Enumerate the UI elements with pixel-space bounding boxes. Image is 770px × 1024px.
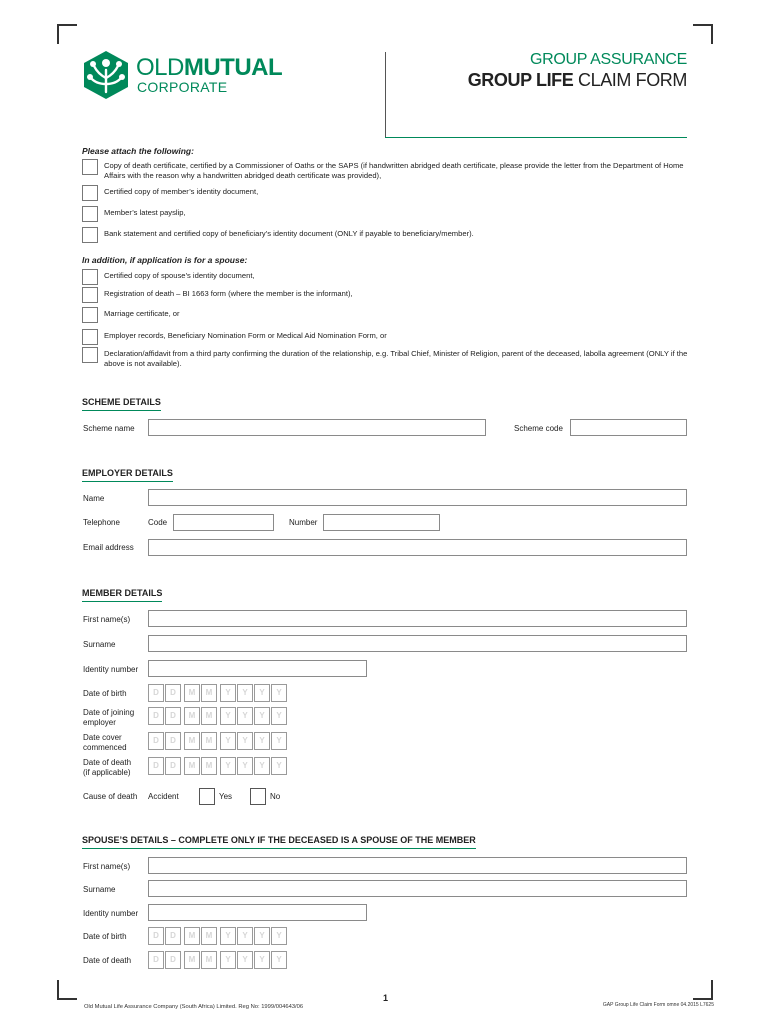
member-first-names-input[interactable] [148, 610, 687, 627]
spouse-id-input[interactable] [148, 904, 367, 921]
brand-name: OLDMUTUAL [136, 54, 283, 81]
spouse-death-date-input[interactable]: D D M M Y Y Y Y [148, 951, 288, 969]
scheme-section-title: SCHEME DETAILS [82, 397, 161, 411]
checkbox[interactable] [82, 307, 98, 323]
checkbox[interactable] [82, 185, 98, 201]
member-dob-input[interactable]: D D M M Y Y Y Y [148, 684, 288, 702]
header-divider-vertical [385, 52, 386, 137]
checkbox[interactable] [82, 347, 98, 363]
corner-mark-top-right [693, 24, 713, 44]
checkbox[interactable] [82, 329, 98, 345]
checkbox[interactable] [82, 159, 98, 175]
employer-name-label: Name [83, 494, 105, 503]
telephone-code-input[interactable] [173, 514, 274, 531]
corner-mark-bottom-left [57, 980, 77, 1000]
member-joining-label: Date of joining employer [83, 708, 135, 727]
spouse-surname-label: Surname [83, 885, 116, 894]
spouse-surname-input[interactable] [148, 880, 687, 897]
spouse-id-label: Identity number [83, 909, 139, 918]
scheme-code-label: Scheme code [514, 424, 563, 433]
form-title: GROUP LIFE CLAIM FORM [467, 70, 687, 90]
old-mutual-logo [82, 50, 322, 100]
spouse-section-title: SPOUSE’S DETAILS – COMPLETE ONLY IF THE DECEASED IS A SPOUSE OF THE MEMBER [82, 835, 476, 849]
accident-label: Accident [148, 792, 179, 801]
member-id-input[interactable] [148, 660, 367, 677]
employer-name-input[interactable] [148, 489, 687, 506]
spouse-attach-heading: In addition, if application is for a spouse: [82, 255, 248, 265]
spouse-dob-label: Date of birth [83, 932, 127, 941]
member-joining-date-input[interactable]: D D M M Y Y Y Y [148, 707, 288, 725]
header-divider-horizontal [385, 137, 687, 138]
member-first-names-label: First name(s) [83, 615, 131, 624]
attach-heading: Please attach the following: [82, 146, 194, 156]
telephone-label: Telephone [83, 518, 120, 527]
footer-company: Old Mutual Life Assurance Company (South Africa) Limited. Reg No: 1999/004643/06 [84, 1004, 304, 1010]
telephone-code-label: Code [148, 518, 168, 527]
member-surname-input[interactable] [148, 635, 687, 652]
page-number: 1 [383, 993, 389, 1003]
member-dob-label: Date of birth [83, 689, 127, 698]
cause-of-death-label: Cause of death [83, 792, 138, 801]
member-cover-label: Date cover commenced [83, 733, 127, 752]
old-mutual-tree-icon [82, 50, 130, 100]
employer-section-title: EMPLOYER DETAILS [82, 468, 173, 482]
telephone-number-label: Number [289, 518, 318, 527]
spouse-death-label: Date of death [83, 956, 132, 965]
checkbox[interactable] [82, 269, 98, 285]
scheme-name-label: Scheme name [83, 424, 135, 433]
member-surname-label: Surname [83, 640, 116, 649]
corner-mark-top-left [57, 24, 77, 44]
spouse-first-names-input[interactable] [148, 857, 687, 874]
member-death-date-input[interactable]: D D M M Y Y Y Y [148, 757, 288, 775]
member-section-title: MEMBER DETAILS [82, 588, 162, 602]
footer-form-reference: GAP Group Life Claim Form omne 04.2015 L7625 [602, 1002, 714, 1008]
accident-yes-checkbox[interactable] [199, 788, 215, 805]
email-label: Email address [83, 543, 134, 552]
accident-yes-label: Yes [219, 792, 233, 801]
email-input[interactable] [148, 539, 687, 556]
checkbox[interactable] [82, 227, 98, 243]
spouse-dob-input[interactable]: D D M M Y Y Y Y [148, 927, 288, 945]
telephone-number-input[interactable] [323, 514, 440, 531]
scheme-name-input[interactable] [148, 419, 486, 436]
checkbox[interactable] [82, 206, 98, 222]
spouse-first-names-label: First name(s) [83, 862, 131, 871]
accident-no-label: No [270, 792, 281, 801]
member-cover-date-input[interactable]: D D M M Y Y Y Y [148, 732, 288, 750]
checkbox[interactable] [82, 287, 98, 303]
accident-no-checkbox[interactable] [250, 788, 266, 805]
member-id-label: Identity number [83, 665, 139, 674]
scheme-code-input[interactable] [570, 419, 687, 436]
brand-division: CORPORATE [137, 79, 228, 95]
corner-mark-bottom-right [693, 980, 713, 1000]
member-death-label: Date of death (if applicable) [83, 758, 132, 777]
form-category: GROUP ASSURANCE [529, 51, 687, 68]
